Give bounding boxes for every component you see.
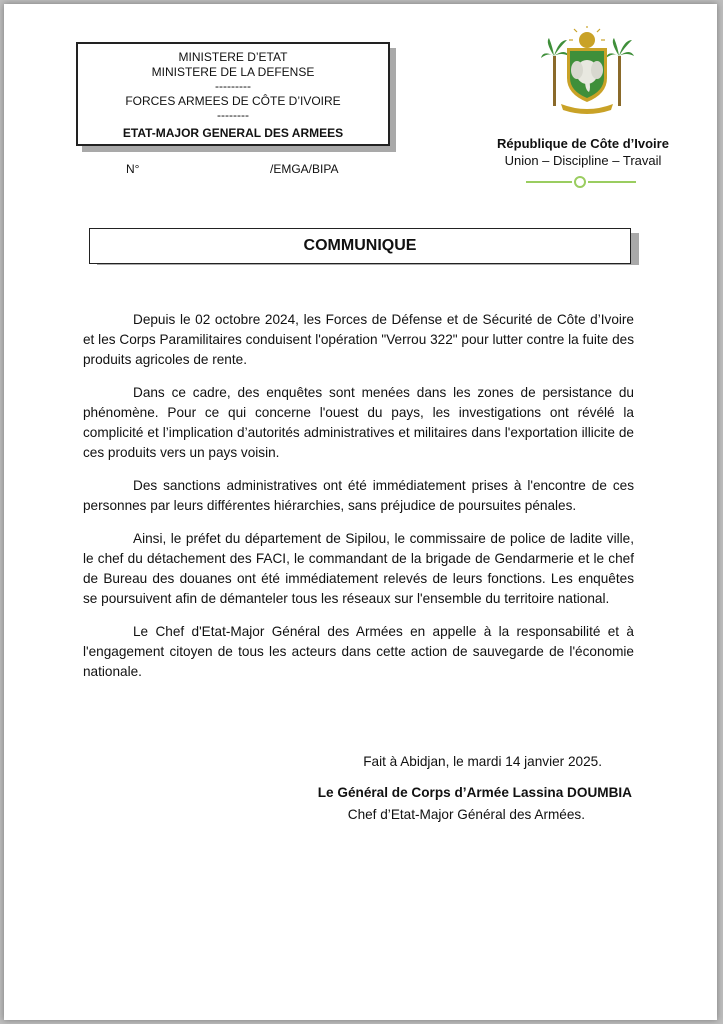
republic-motto: Union – Discipline – Travail <box>504 153 662 168</box>
coat-of-arms-icon <box>539 26 635 116</box>
header-bold-line: ETAT-MAJOR GENERAL DES ARMEES <box>122 125 344 140</box>
paragraph-2: Dans ce cadre, des enquêtes sont menées dans les zones de persistance du phénomène. Pour ce qui concerne l'ouest du pays, les investigations ont révélé la complicité et l’implication d’autorités administratives et militaires dans l'exportation illicite de ces produits vers un pays voisin. <box>83 385 634 460</box>
republic-block <box>468 135 698 169</box>
signatory-role: Chef d’Etat-Major Général des Armées. <box>347 807 585 822</box>
communique-title: COMMUNIQUE <box>89 228 631 264</box>
signatory-name: Le Général de Corps d’Armée Lassina DOUMBIA <box>317 785 632 800</box>
paragraph-5: Le Chef d'Etat-Major Général des Armées en appelle à la responsabilité et à l'engagement citoyen de tous les acteurs dans cette action de sauvegarde de l'économie nationale. <box>83 624 634 679</box>
header-line-1: MINISTERE D’ETAT <box>178 50 288 64</box>
paragraph-4: Ainsi, le préfet du département de Sipilou, le commissaire de police de ladite ville, le chef du détachement des FACI, le commandant de la brigade de Gendarmerie et le chef de Bureau des douanes ont été immédiatement relevés de leurs fonctions. Les enquêtes se poursuivent afin de démanteler tous les réseaux sur l'ensemble du territoire national. <box>83 531 634 606</box>
ministry-header-box <box>76 42 390 146</box>
header-line-2: MINISTERE DE LA DEFENSE <box>151 64 315 79</box>
header-separator-2: -------- <box>217 108 249 122</box>
communique-body <box>83 310 634 695</box>
reference-number-label: N° <box>126 162 140 176</box>
document-page <box>4 4 717 1020</box>
republic-name: République de Côte d’Ivoire <box>497 136 669 151</box>
reference-suffix: /EMGA/BIPA <box>270 162 339 176</box>
header-line-3: FORCES ARMEES DE CÔTE D’IVOIRE <box>125 93 341 108</box>
divider-ornament-icon <box>526 174 636 190</box>
closing-place-date: Fait à Abidjan, le mardi 14 janvier 2025. <box>363 754 602 769</box>
paragraph-1: Depuis le 02 octobre 2024, les Forces de Défense et de Sécurité de Côte d’Ivoire et les Corps Paramilitaires conduisent l'opération "Verrou 322" pour lutter contre la fuite des produits agricoles de rente. <box>83 312 634 367</box>
paragraph-3: Des sanctions administratives ont été immédiatement prises à l'encontre de ces personnes par leurs différentes hiérarchies, sans préjudice de poursuites pénales. <box>83 478 634 513</box>
header-separator-1: --------- <box>215 79 251 93</box>
